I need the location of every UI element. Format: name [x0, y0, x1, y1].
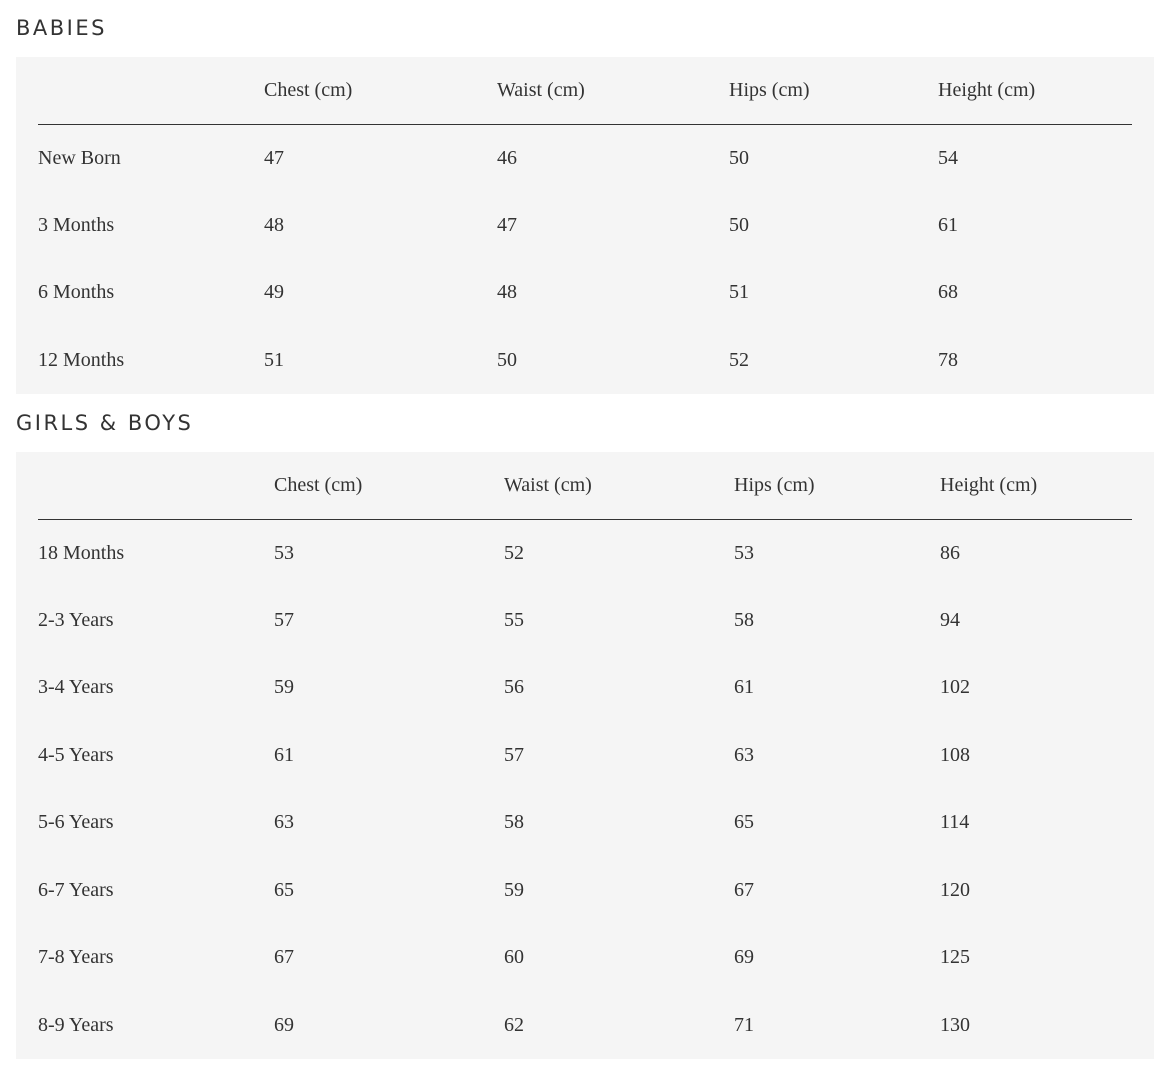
size-label: 6-7 Years: [38, 878, 114, 901]
waist-value: 60: [504, 946, 524, 969]
height-value: 120: [940, 878, 970, 901]
size-label: 2-3 Years: [38, 608, 114, 631]
size-label: 5-6 Years: [38, 811, 114, 834]
height-value: 86: [940, 541, 960, 564]
hips-value: 58: [734, 608, 754, 631]
girls-boys-section-title: GIRLS & BOYS: [16, 411, 194, 435]
height-value: 61: [938, 213, 958, 236]
size-label: 3 Months: [38, 213, 115, 236]
height-value: 102: [940, 676, 970, 699]
babies-size-panel: [16, 57, 1154, 394]
chest-value: 63: [274, 811, 294, 834]
table-row: [38, 992, 1132, 1060]
table-row: [38, 327, 1132, 395]
chest-value: 57: [274, 608, 294, 631]
height-value: 130: [940, 1013, 970, 1036]
size-label: 12 Months: [38, 348, 125, 371]
table-header-row: [38, 452, 1132, 519]
chest-value: 51: [264, 348, 284, 371]
table-row: [38, 924, 1132, 992]
babies-size-table: [38, 57, 1132, 394]
hips-value: 63: [734, 743, 754, 766]
waist-value: 48: [497, 281, 517, 304]
column-header-size: [38, 452, 274, 519]
height-value: 108: [940, 743, 970, 766]
waist-value: 62: [504, 1013, 524, 1036]
hips-value: 52: [729, 348, 749, 371]
waist-value: 59: [504, 878, 524, 901]
chest-value: 61: [274, 743, 294, 766]
hips-value: 67: [734, 878, 754, 901]
waist-value: 47: [497, 213, 517, 236]
chest-value: 47: [264, 146, 284, 169]
chest-value: 67: [274, 946, 294, 969]
column-header-waist: Waist (cm): [497, 57, 729, 124]
waist-value: 50: [497, 348, 517, 371]
height-value: 54: [938, 146, 958, 169]
girls-boys-size-table: [38, 452, 1132, 1059]
column-header-chest: Chest (cm): [274, 452, 504, 519]
size-label: 3-4 Years: [38, 676, 114, 699]
chest-value: 49: [264, 281, 284, 304]
column-header-hips: Hips (cm): [729, 57, 938, 124]
waist-value: 57: [504, 743, 524, 766]
chest-value: 53: [274, 541, 294, 564]
table-row: [38, 587, 1132, 655]
hips-value: 51: [729, 281, 749, 304]
hips-value: 61: [734, 676, 754, 699]
column-header-size: [38, 57, 264, 124]
hips-value: 65: [734, 811, 754, 834]
table-row: [38, 259, 1132, 327]
size-label: 6 Months: [38, 281, 115, 304]
waist-value: 56: [504, 676, 524, 699]
column-header-waist: Waist (cm): [504, 452, 734, 519]
waist-value: 55: [504, 608, 524, 631]
size-label: 18 Months: [38, 541, 125, 564]
waist-value: 58: [504, 811, 524, 834]
table-row: [38, 192, 1132, 260]
column-header-hips: Hips (cm): [734, 452, 940, 519]
table-row: [38, 124, 1132, 192]
hips-value: 50: [729, 213, 749, 236]
hips-value: 53: [734, 541, 754, 564]
size-label: 4-5 Years: [38, 743, 114, 766]
table-row: [38, 722, 1132, 790]
chest-value: 69: [274, 1013, 294, 1036]
table-row: [38, 519, 1132, 587]
table-row: [38, 654, 1132, 722]
hips-value: 71: [734, 1013, 754, 1036]
chest-value: 59: [274, 676, 294, 699]
waist-value: 52: [504, 541, 524, 564]
height-value: 94: [940, 608, 960, 631]
table-row: [38, 857, 1132, 925]
size-label: 7-8 Years: [38, 946, 114, 969]
hips-value: 69: [734, 946, 754, 969]
babies-section-title: BABIES: [16, 16, 107, 40]
height-value: 78: [938, 348, 958, 371]
size-label: 8-9 Years: [38, 1013, 114, 1036]
height-value: 114: [940, 811, 970, 834]
girls-boys-size-panel: [16, 452, 1154, 1059]
column-header-height: Height (cm): [940, 452, 1132, 519]
table-row: [38, 789, 1132, 857]
column-header-height: Height (cm): [938, 57, 1132, 124]
chest-value: 65: [274, 878, 294, 901]
height-value: 125: [940, 946, 970, 969]
table-header-row: [38, 57, 1132, 124]
chest-value: 48: [264, 213, 284, 236]
column-header-chest: Chest (cm): [264, 57, 497, 124]
height-value: 68: [938, 281, 958, 304]
waist-value: 46: [497, 146, 517, 169]
size-label: New Born: [38, 146, 121, 169]
hips-value: 50: [729, 146, 749, 169]
